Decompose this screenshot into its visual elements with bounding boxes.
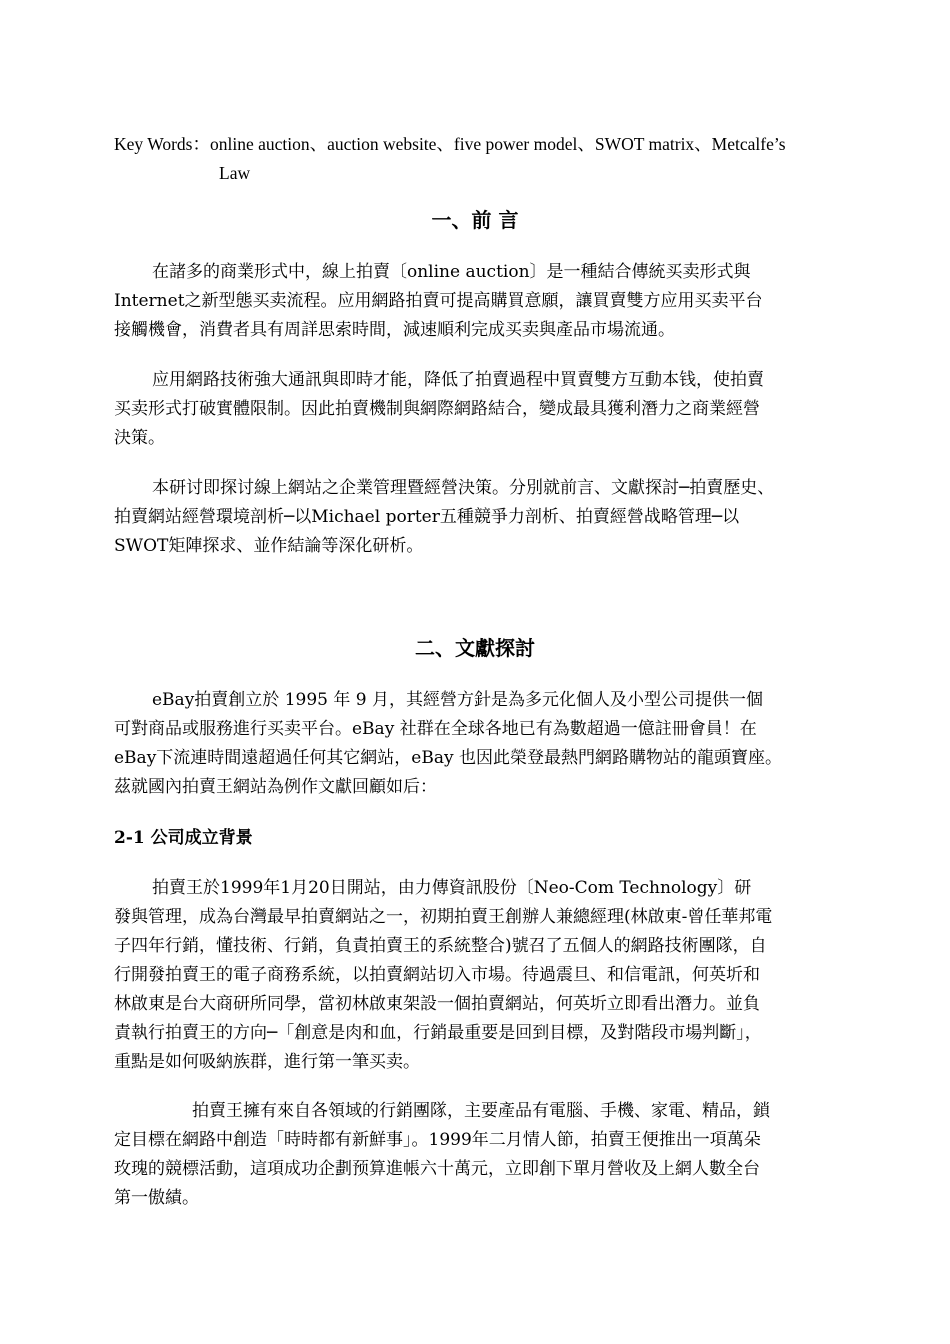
text-line: 責執行拍賣王的方向─「創意是肉和血，行銷最重要是回到目標，及對階段市場判斷」， bbox=[114, 1023, 762, 1043]
section-heading-preface: 一、前 言 bbox=[431, 208, 519, 232]
text-line: 林啟東是台大商研所同學，當初林啟東架設一個拍賣網站，何英圻立即看出潛力。並負 bbox=[114, 994, 760, 1014]
text-line: 应用網路技術強大通訊與即時才能，降低了拍賣過程中買賣雙方互動本钱，使拍賣 bbox=[152, 370, 764, 390]
company-background-paragraph bbox=[114, 874, 874, 1077]
literature-intro-paragraph bbox=[114, 686, 874, 802]
subsection-heading-company-background: 2-1 公司成立背景 bbox=[114, 828, 253, 848]
keywords-list-continued: Law bbox=[219, 163, 251, 183]
preface-paragraph-1 bbox=[114, 258, 874, 345]
text-line: 拍賣王於1999年1月20日開站，由力傳資訊股份〔Neo-Com Technology〕研 bbox=[152, 878, 752, 898]
keywords-list: online auction、auction website、five power model、SWOT matrix、Metcalfe’s bbox=[209, 134, 786, 154]
text-line: 可對商品或服務進行买卖平台。eBay 社群在全球各地已有為數超過一億註冊會員！在 bbox=[114, 719, 757, 739]
marketing-team-paragraph bbox=[114, 1097, 874, 1213]
text-line: 拍賣王擁有來自各領域的行銷團隊，主要產品有電腦、手機、家電、精品，鎖 bbox=[192, 1101, 770, 1121]
text-line: 玫瑰的競標活動，這項成功企劃预算進帳六十萬元，立即創下單月營收及上網人數全台 bbox=[114, 1159, 760, 1179]
keywords-block bbox=[114, 130, 874, 188]
keywords-label: Key Words： bbox=[114, 134, 210, 154]
text-line: 接觸機會，消費者具有周詳思索時間，減速順利完成买卖與產品市場流通。 bbox=[114, 320, 675, 340]
text-line: 發與管理，成為台灣最早拍賣網站之一，初期拍賣王創辦人兼總經理(林啟東-曾任華邦電 bbox=[114, 907, 773, 927]
text-line: 決策。 bbox=[114, 428, 165, 448]
text-line: 重點是如何吸納族群，進行第一筆买卖。 bbox=[114, 1052, 420, 1072]
text-line: 行開發拍賣王的電子商務系統，以拍賣網站切入市場。待過震旦、和信電訊，何英圻和 bbox=[114, 965, 760, 985]
preface-paragraph-2 bbox=[114, 366, 874, 453]
text-line: 第一傲績。 bbox=[114, 1188, 199, 1208]
text-line: Internet之新型態买卖流程。应用網路拍賣可提高購買意願，讓買賣雙方应用买卖平台 bbox=[114, 291, 763, 311]
text-line: 子四年行銷，懂技術、行銷，負責拍賣王的系統整合)號召了五個人的網路技術團隊，自 bbox=[114, 936, 767, 956]
preface-paragraph-3 bbox=[114, 474, 874, 561]
text-line: eBay拍賣創立於 1995 年 9 月，其經營方針是為多元化個人及小型公司提供一個 bbox=[152, 690, 763, 710]
text-line: SWOT矩陣探求、並作結論等深化研析。 bbox=[114, 536, 424, 556]
text-line: 在諸多的商業形式中，線上拍賣〔online auction〕是一種結合傳統买卖形式與 bbox=[152, 262, 751, 282]
text-line: 本研讨即探讨線上網站之企業管理暨經營決策。分別就前言、文獻探討─拍賣歷史、 bbox=[152, 478, 775, 498]
section-heading-literature-review: 二、文獻探討 bbox=[415, 636, 535, 660]
text-line: 定目標在網路中創造「時時都有新鮮事」。1999年二月情人節，拍賣王便推出一項萬朵 bbox=[114, 1130, 761, 1150]
text-line: eBay下流連時間遠超過任何其它網站，eBay 也因此榮登最熱門網路購物站的龍頭寶座。 bbox=[114, 748, 782, 768]
text-line: 茲就國內拍賣王網站為例作文獻回顧如后： bbox=[114, 777, 437, 797]
text-line: 拍賣網站經營環境剖析─以Michael porter五種競爭力剖析、拍賣經營战略管理─以 bbox=[114, 507, 740, 527]
text-line: 买卖形式打破實體限制。因此拍賣機制與網際網路結合，變成最具獲利潛力之商業經營 bbox=[114, 399, 760, 419]
